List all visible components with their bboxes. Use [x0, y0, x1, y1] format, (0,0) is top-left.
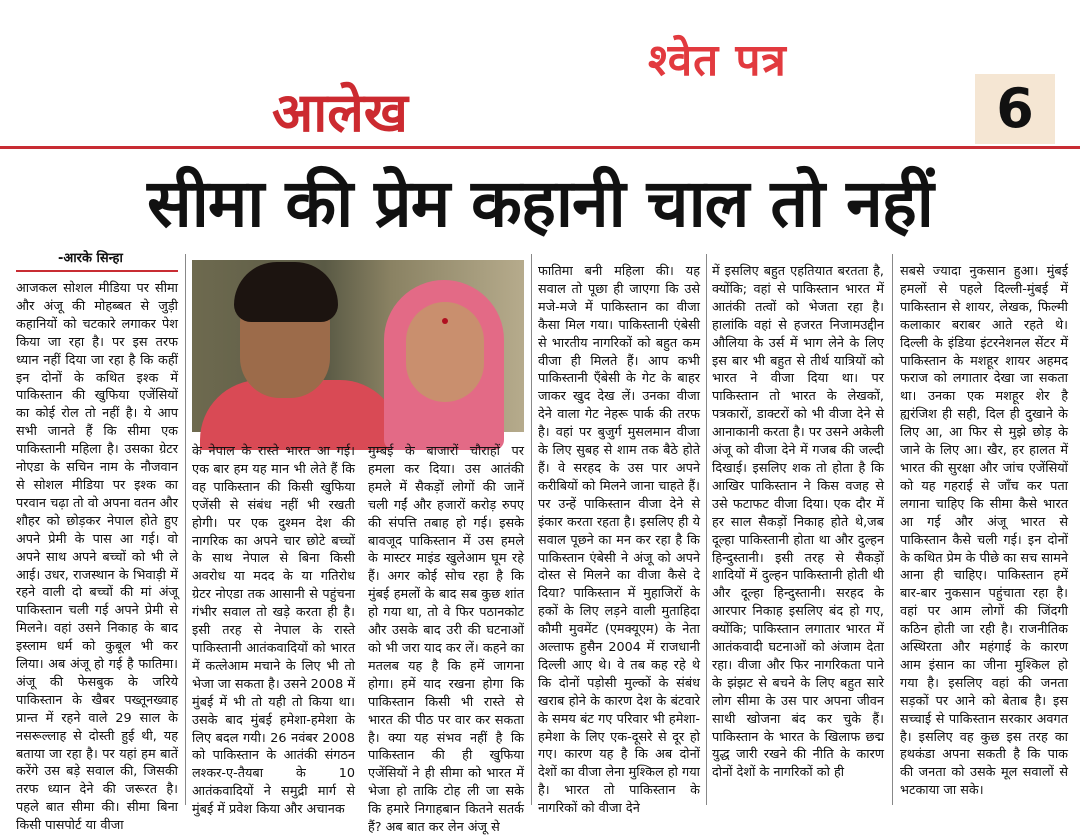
woman-face — [406, 302, 484, 402]
page-number: 6 — [975, 74, 1055, 144]
man-hair — [234, 262, 338, 322]
bindi-mark — [442, 318, 448, 324]
section-title: आलेख — [272, 81, 408, 144]
column-divider — [531, 254, 532, 805]
article-column-2: के नेपाल के रास्ते भारत आ गई। एक बार हम यह मान भी लेते हैं कि वह पाकिस्तान की किसी खुफिया एजेंसी से संबंध नहीं भी रखती होगी। पर एक दुश्मन देश की नागरिक का अपने चार छोटे बच्चों के साथ नेपाल से बिना किसी अवरोध या मदद के या गतिरोध ग्रेटर नोएडा तक आसानी से पहुंचना गंभीर सवाल तो खड़े करता ही है। इसी तरह से नेपाल के रास्ते पाकिस्तानी आतंकवादियों को भारत में कत्लेआम मचाने के लिए भी तो भेजा जा सकता है। उसने 2008 में मुंबई में भी तो यही तो किया था। उसके बाद मुंबई हमेशा-हमेशा के लिए बदल गयी। 26 नवंबर 2008 को पाकिस्तान के आतंकी संगठन लश्कर-ए-तैयबा के 10 आतंकवादियों ने समुद्री मार्ग से मुंबई में प्रवेश किया और अचानक — [192, 444, 355, 818]
author-byline: -आरके सिन्हा — [16, 248, 178, 272]
column-divider — [892, 254, 893, 805]
article-column-6: सबसे ज्यादा नुकसान हुआ। मुंबई हमलों से पहले दिल्ली-मुंबई में पाकिस्तान से शायर, लेखक, फिल्मी कलाकार बराबर आते रहते थे। दिल्ली के इंडिया इंटरनेशनल सेंटर में पाकिस्तान के मशहूर शायर अहमद फराज को लगातार देखा जा सकता था। उनका एक मशहूर शेर है ह्यरंजिश ही सही, दिल ही दुखाने के लिए आ, आ फिर से मुझे छोड़ के जाने के लिए आ। खैर, हर हालत में भारत की सुरक्षा और जांच एजेंसियों को यह गहराई से जाँच कर पता लगाना चाहिए कि सीमा कैसे भारत आ गई और अंजू भारत से पाकिस्तान कैसे चली गई। इन दोनों के कथित प्रेम के पीछे का सच सामने आना ही चाहिए। पाकिस्तान हमें बार-बार नुकसान पहुंचाता रहा है। वहां पर आम लोगों की जिंदगी कठिन होती जा रही है। राजनीतिक अस्थिरता और महंगाई के कारण आम इंसान का जीना मुश्किल हो गया है। इसलिए वहां की जनता सड़कों पर आने को बेताब है। इस सच्चाई से पाकिस्तान सरकार अवगत है। इसलिए वह कुछ इस तरह का हथकंडा अपना सकती है कि पाक की जनता को उसके मूल सवालों से भटकाया जा सके। — [900, 264, 1068, 799]
article-column-5: में इसलिए बहुत एहतियात बरतता है, क्योंकि; वहां से पाकिस्तान भारत में आतंकी तत्वों को भेजता रहा है। हालांकि वहां से हजरत निजामउद्दीन औलिया के उर्स में भाग लेने के लिए इस बार भी बहुत से तीर्थ यात्रियों को भारत ने वीजा दिया था। पर पाकिस्तान तो भारत के लेखकों, पत्रकारों, डाक्टरों को भी वीजा देने से आनाकानी करता है। पर उसने अकेली अंजू को वीजा देने में गजब की जल्दी दिखाई। इसलिए शक तो होता है कि आखिर पाकिस्तान ने किस वजह से उसे फटाफट वीजा दिया। एक दौर में हर साल सैकड़ों निकाह होते थे,जब दूल्हा पाकिस्तानी होता था और दुल्हन हिन्दुस्तानी। इसी तरह से सैकड़ों शादियों में दुल्हन पाकिस्तानी होती थी और दूल्हा हिन्दुस्तानी। सरहद के आरपार निकाह इसलिए बंद हो गए, क्योंकि; पाकिस्तान लगातार भारत में आतंकवादी घटनाओं को अंजाम देता रहा। वीजा और फिर नागरिकता पाने के झंझट से बचने के लिए बहुत सारे लोग सीमा के उस पार अपना जीवन साथी खोजना बंद कर चुके हैं। पाकिस्तान के भारत के खिलाफ छद्म युद्ध जारी रखने की नीति के कारण दोनों देशों के नागरिकों को ही — [712, 264, 884, 781]
newspaper-name: श्वेत पत्र — [648, 35, 787, 86]
article-column-3: मुम्बई के बाजारों चौराहों पर हमला कर दिया। उस आतंकी हमले में सैकड़ों लोगों की जानें चली गईं और हजारों करोड़ रुपए की संपत्ति तबाह हो गई। इसके बावजूद पाकिस्तान में उस हमले के मास्टर माइंड खुलेआम घूम रहे हैं। अगर कोई सोच रहा है कि मुंबई हमलों के बाद सब कुछ शांत हो गया था, तो वे फिर पठानकोट और उसके बाद उरी की घटनाओं को भी जरा याद कर लें। कहने का मतलब यह है कि हमें जागना होगा। हमें याद रखना होगा कि पाकिस्तान किसी भी रास्ते से भारत की पीठ पर वार कर सकता है। क्या यह संभव नहीं है कि पाकिस्तान की ही खुफिया एजेंसियों ने ही सीमा को भारत में भेजा हो ताकि टोह ली जा सके कि हमारे निगाहबान कितने सतर्क हैं? अब बात कर लेन अंजू से — [368, 444, 524, 836]
couple-photo — [192, 260, 524, 432]
article-column-1: आजकल सोशल मीडिया पर सीमा और अंजू की मोहब्बत से जुड़ी कहानियों को चटकारे लगाकर पेश किया जा रहा है। पर इस तरफ ध्यान नहीं दिया जा रहा है कि कहीं इन दोनों के कथित इश्क में पाकिस्तान की खुफिया एजेंसियों का कोई रोल तो नहीं है। ये आप सभी जानते हैं कि सीमा एक पाकिस्तानी महिला है। उसका ग्रेटर नोएडा के सचिन नाम के नौजवान से सोशल मीडिया पर इश्क का परवान चढ़ा तो वो अपना वतन और शौहर को छोड़कर नेपाल होते हुए अपने प्रेमी के पास आ गई। वो अपने साथ अपने बच्चों को भी ले आई। उधर, राजस्थान के भिवाड़ी में रहने वाली दो बच्चों की मां अंजू पाकिस्तान चली गई अपने प्रेमी से मिलने। वहां उसने निकाह के बाद इस्लाम धर्म को कुबूल भी कर लिया। अब अंजू हो गई है फातिमा। अंजू की फेसबुक के जरिये पाकिस्तान के खैबर पख्तूनख्वाह प्रान्त में रहने वाले 29 साल के नसरूल्लाह से दोस्ती हुई थी, यह बताया जा रहा है। पर यहां हम बातें करेंगे उस बड़े सवाल की, जिसकी तरफ ध्यान देने की जरूरत है। पहले बात सीमा की। सीमा बिना किसी पासपोर्ट या वीजा — [16, 281, 178, 834]
column-divider — [185, 254, 186, 805]
article-column-4: फातिमा बनी महिला की। यह सवाल तो पूछा ही जाएगा कि उसे मजे-मजे में पाकिस्तान का वीजा कैसा मिल गया। पाकिस्तानी एंबेसी से भारतीय नागरिकों को बहुत कम वीजा ही मिलते हैं। आप कभी पाकिस्तानी एँबेसी के गेट के बाहर जाकर खुद देख लें। उनका वीजा देने वाला गेट नेहरू पार्क की तरफ है। वहां पर बुजुर्ग मुसलमान वीजा के लिए सुबह से शाम तक बैठे होते हैं। वे सरहद के उस पार अपने करीबियों को मिलने जाना चाहते हैं। पर उन्हें पाकिस्तान वीजा देने से इंकार करता रहता है। इसलिए ही ये सवाल पूछने का मन कर रहा है कि पाकिस्तान एंबेसी ने अंजू को अपने दोस्त से मिलने का वीजा कैसे दे दिया? पाकिस्तान में मुहाजिरों के हकों के लिए लड़ने वाली मुताहिदा कौमी मुवमेंट (एमक्यूएम) के नेता अल्ताफ हुसैन 2004 में राजधानी दिल्ली आए थे। वे तब कह रहे थे कि दोनों पड़ोसी मुल्कों के संबंध खराब होने के कारण देश के बंटवारे के समय बंट गए परिवार भी हमेशा-हमेशा के लिए एक-दूसरे से दूर हो गए। कारण यह है कि अब दोनों देशों का वीजा लेना मुश्किल हो गया है। भारत तो पाकिस्तान के नागरिकों को वीजा देने — [538, 264, 700, 817]
column-divider — [706, 254, 707, 805]
article-headline: सीमा की प्रेम कहानी चाल तो नहीं — [147, 165, 933, 242]
header-rule — [0, 146, 1080, 149]
